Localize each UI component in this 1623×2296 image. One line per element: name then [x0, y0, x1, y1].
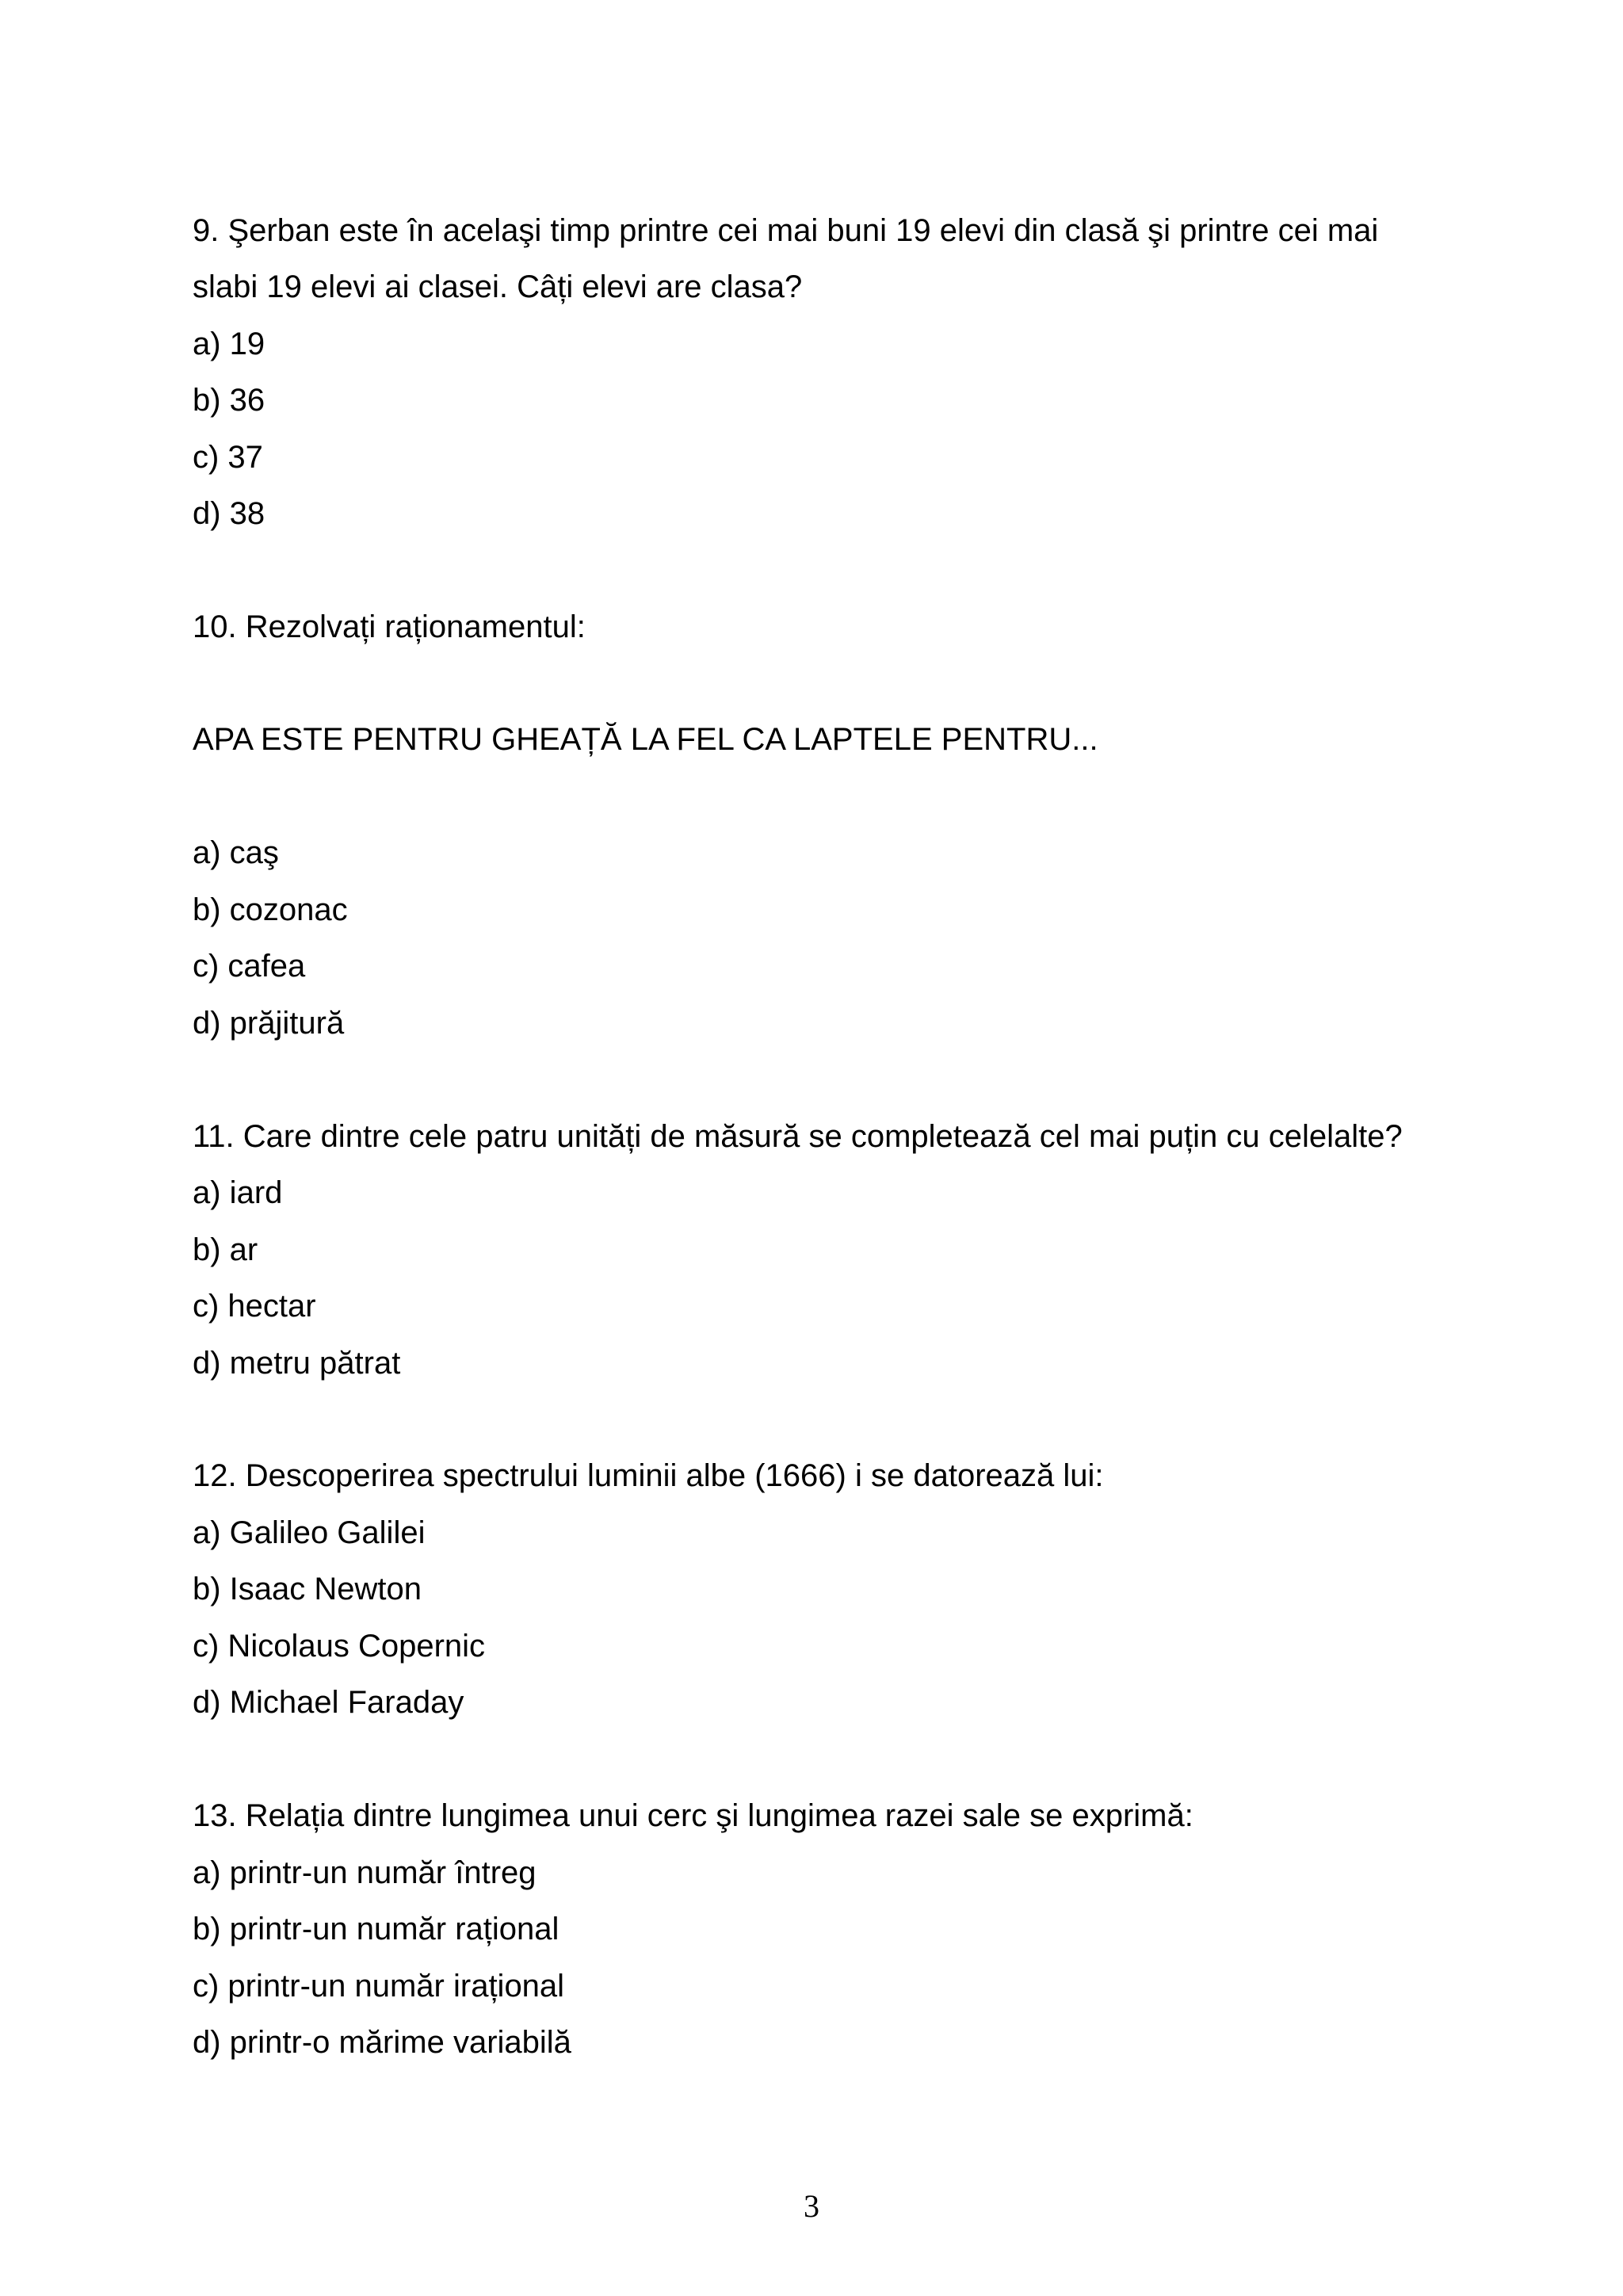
question-11-option-d: d) metru pătrat: [193, 1346, 401, 1381]
question-11-option-b: b) ar: [193, 1232, 258, 1267]
question-11-text-line-1: 11. Care dintre cele patru unități de măsură se completează cel mai puțin cu celelalte?: [193, 1119, 1403, 1154]
question-13-text-line-1: 13. Relația dintre lungimea unui cerc şi lungimea razei sale se exprimă:: [193, 1798, 1193, 1833]
question-9-option-d: d) 38: [193, 496, 265, 531]
question-9-option-a: a) 19: [193, 327, 265, 361]
question-11-option-c: c) hectar: [193, 1289, 316, 1324]
question-12-option-b: b) Isaac Newton: [193, 1572, 422, 1606]
question-13-option-d: d) printr-o mărime variabilă: [193, 2025, 571, 2060]
question-9-option-b: b) 36: [193, 383, 265, 418]
question-9-text-line-2: slabi 19 elevi ai clasei. Câți elevi are clasa?: [193, 269, 803, 304]
question-11-option-a: a) iard: [193, 1175, 283, 1210]
question-12-text-line-1: 12. Descoperirea spectrului luminii albe (1666) i se datorează lui:: [193, 1458, 1104, 1493]
question-12-option-a: a) Galileo Galilei: [193, 1515, 426, 1550]
question-13-option-c: c) printr-un număr irațional: [193, 1969, 565, 2004]
question-12-option-d: d) Michael Faraday: [193, 1685, 464, 1720]
page-number: 3: [804, 2188, 819, 2224]
question-10-option-c: c) cafea: [193, 949, 306, 984]
question-10-option-b: b) cozonac: [193, 892, 348, 927]
question-9-option-c: c) 37: [193, 440, 263, 475]
question-10-option-a: a) caş: [193, 835, 279, 870]
question-10-option-d: d) prăjitură: [193, 1006, 345, 1041]
question-12-option-c: c) Nicolaus Copernic: [193, 1629, 486, 1664]
question-10-text-line-2: APA ESTE PENTRU GHEAȚĂ LA FEL CA LAPTELE PENTRU...: [193, 722, 1098, 757]
question-10-text-line-1: 10. Rezolvați raționamentul:: [193, 609, 586, 644]
question-13-option-b: b) printr-un număr rațional: [193, 1912, 559, 1946]
question-9-text-line-1: 9. Şerban este în acelaşi timp printre cei mai buni 19 elevi din clasă şi printre cei mai: [193, 213, 1379, 248]
question-13-option-a: a) printr-un număr întreg: [193, 1855, 537, 1890]
